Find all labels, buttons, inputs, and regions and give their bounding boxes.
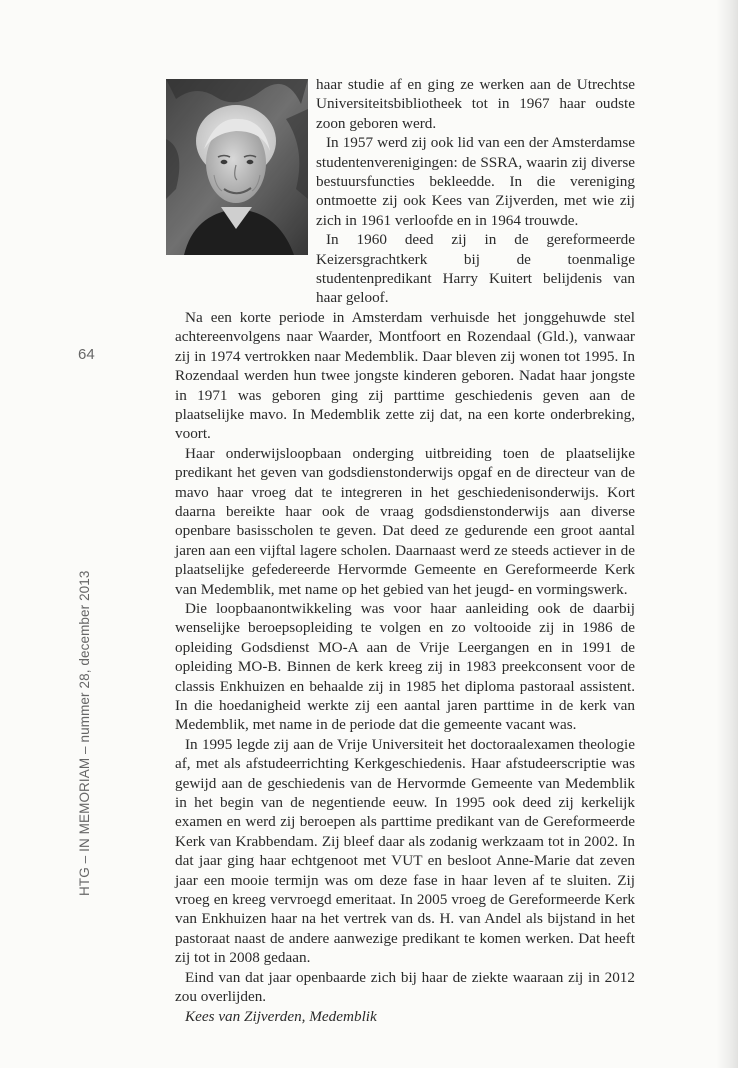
running-footer: HTG – IN MEMORIAM – nummer 28, december 2013 [77,570,92,896]
page-edge-shadow [716,0,738,1068]
signature: Kees van Zijverden, Medemblik [185,1007,377,1025]
paragraph-1: haar studie af en ging ze werken aan de Utrechtse Universiteitsbibliotheek tot in 1967 haar oudste zoon geboren werd. [316,76,635,132]
paragraph-6: Die loopbaanontwikkeling was voor haar aanleiding ook de daarbij wenselijke beroepsopleiding te volgen en zo voltooide zij in 1986 de opleiding Godsdienst MO-A aan de Vrije Leergangen en in 1991 de opleiding MO-B. Binnen de kerk kreeg zij in 1983 preekconsent voor de classis Enkhuizen en behaalde zij in 1985 het diploma pastoraal assistent. In die hoedanigheid werkte zij een aantal jaren parttime in de kerk van Medemblik, met name in de periode dat die gemeente vacant was. [175,599,635,734]
paragraph-8: Eind van dat jaar openbaarde zich bij haar de ziekte waaraan zij in 2012 zou overlijden. [175,968,635,1006]
paragraph-7: In 1995 legde zij aan de Vrije Universiteit het doctoraalexamen theologie af, met als afstudeerrichting Kerkgeschiedenis. Haar afstudeerscriptie was gewijd aan de geschiedenis van de Hervormde Gemeente van Medemblik in het begin van de negentiende eeuw. In 1995 ook deed zij kerkelijk examen en werd zij beroepen als parttime predikant van de Gereformeerde Kerk van Krabbendam. Zij bleef daar als zodanig werkzaam tot in 2002. In dat jaar ging haar echtgenoot met VUT en besloot Anne-Marie dat zeven jaar een mooie termijn was om deze fase in haar leven af te sluiten. Zij vroeg en kreeg vervroegd emeritaat. In 2005 vroeg de Gereformeerde Kerk van Enkhuizen haar na het vertrek van ds. H. van Andel als bijstand in het pastoraat naast de andere aanwezige predikant te komen werken. Dat heeft zij tot in 2008 gedaan. [175,735,635,967]
paragraph-3: In 1960 deed zij in de gereformeerde Keizersgrachtkerk bij de toenmalige studentenpredikant Harry Kuitert belijdenis van haar geloof. [316,231,635,307]
article-text [175,75,635,1026]
paragraph-4: Na een korte periode in Amsterdam verhuisde het jonggehuwde stel achtereenvolgens naar Waarder, Montfoort en Rozendaal (Gld.), vanwaar zij in 1974 vertrokken naar Medemblik. Daar bleven zij wonen tot 1995. In Rozendaal werden hun twee jongste kinderen geboren. Nadat haar jongste in 1971 was geboren ging zij parttime geschiedenis geven aan de plaatselijke mavo. In Medemblik zette zij dat, na een korte onderbreking, voort. [175,308,635,443]
paragraph-5: Haar onderwijsloopbaan onderging uitbreiding toen de plaatselijke predikant het geven van godsdienstonderwijs opgaf en de directeur van de mavo haar vroeg dat te integreren in het geschiedenisonderwijs. Kort daarna bereikte haar ook de vraag godsdienstonderwijs aan diverse openbare basisscholen te geven. Dat deed ze gedurende een groot aantal jaren aan een vijftal lagere scholen. Daarnaast werd ze steeds actiever in de plaatselijke gefedereerde Hervormde Gemeente en Gereformeerde Kerk van Medemblik, met name op het gebied van het jeugd- en vormingswerk. [175,444,635,598]
paragraph-2: In 1957 werd zij ook lid van een der Amsterdamse studentenverenigingen: de SSRA, waarin zij diverse bestuursfuncties bekleedde. In die vereniging ontmoette zij ook Kees van Zijverden, met wie zij zich in 1961 verloofde en in 1964 trouwde. [316,134,635,229]
page-number: 64 [78,346,95,363]
